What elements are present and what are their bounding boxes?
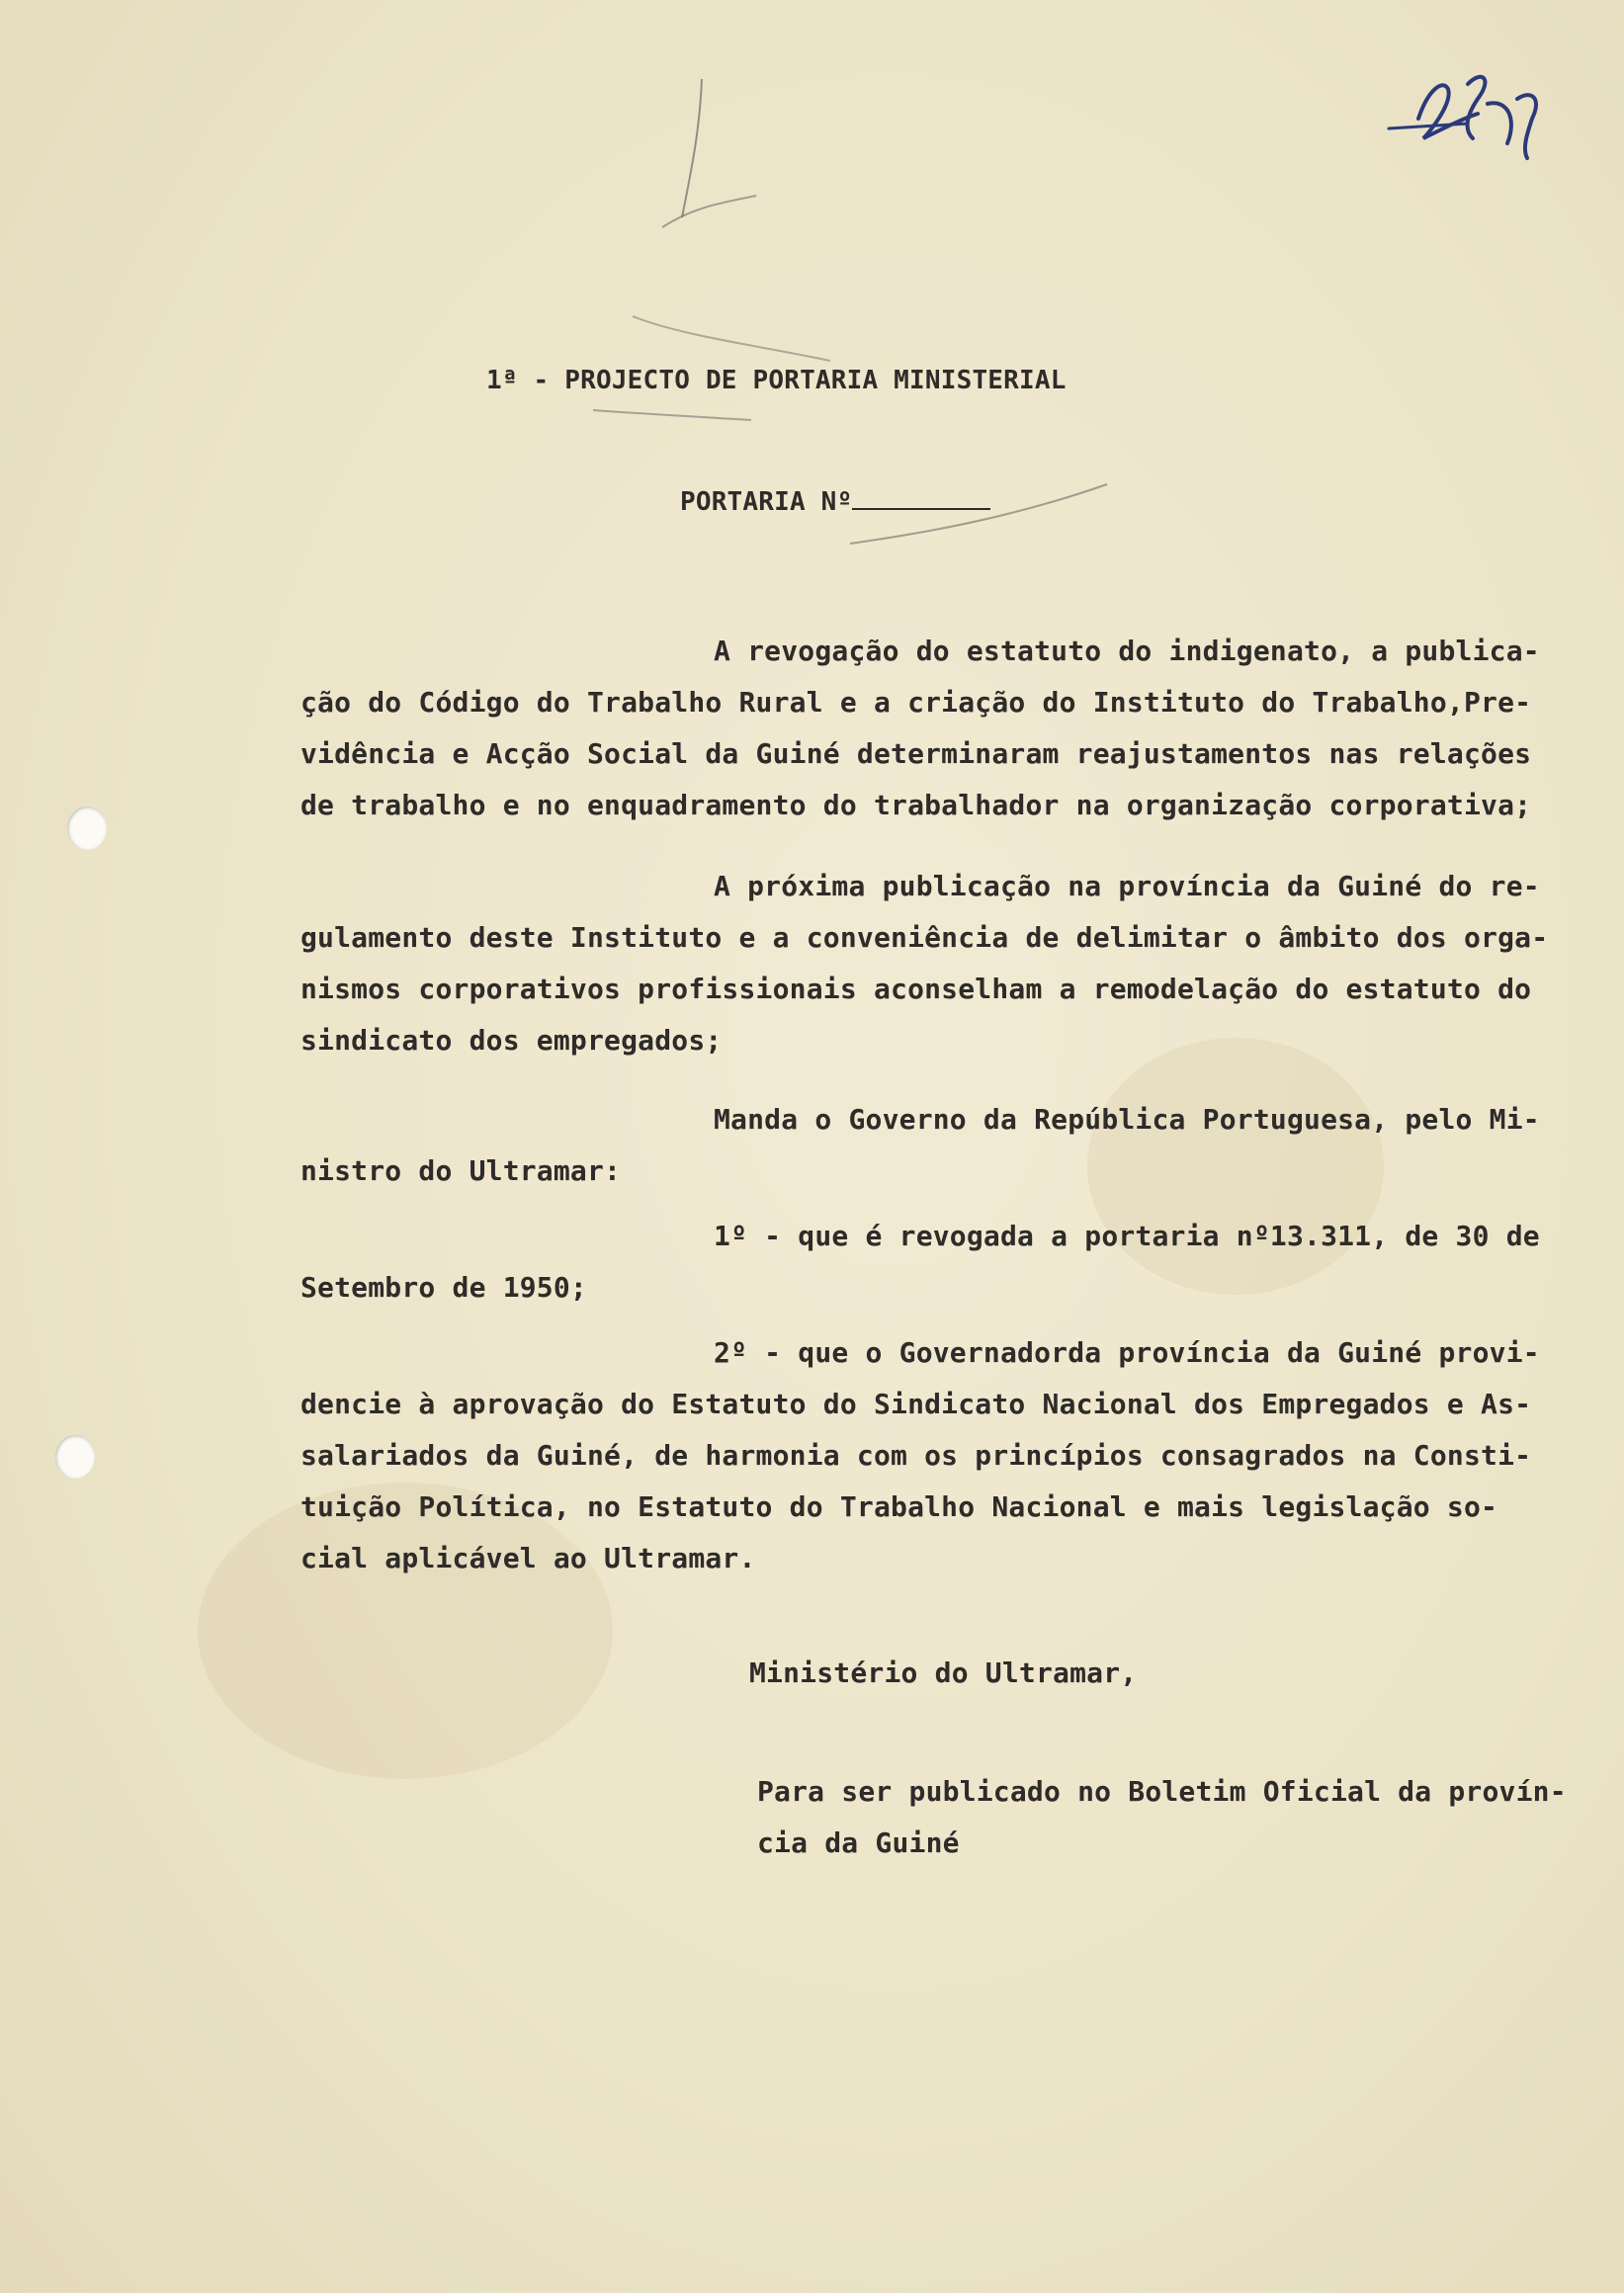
punch-hole-bottom	[55, 1435, 95, 1479]
document-heading: 1ª - PROJECTO DE PORTARIA MINISTERIAL	[486, 366, 1067, 395]
article-2-line: salariados da Guiné, de harmonia com os princípios consagrados na Consti-	[300, 1439, 1532, 1472]
article-2-line: tuição Política, no Estatuto do Trabalho Nacional e mais legislação so-	[300, 1490, 1498, 1523]
article-2-line: 2º - que o Governadorda província da Guiné provi-	[714, 1336, 1540, 1369]
article-1-line: Setembro de 1950;	[300, 1271, 587, 1304]
body-line: vidência e Acção Social da Guiné determinaram reajustamentos nas relações	[300, 737, 1532, 770]
body-line: A revogação do estatuto do indigenato, a publica-	[714, 635, 1540, 667]
body-line: nismos corporativos profissionais aconselham a remodelação do estatuto do	[300, 973, 1532, 1005]
punch-hole-top	[67, 807, 107, 850]
paper-stain	[1087, 1038, 1384, 1295]
article-2-line: cial aplicável ao Ultramar.	[300, 1542, 756, 1574]
handwritten-reference	[1369, 59, 1567, 178]
body-line: nistro do Ultramar:	[300, 1154, 622, 1187]
body-line: de trabalho e no enquadramento do trabalhador na organização corporativa;	[300, 789, 1532, 821]
article-1-line: 1º - que é revogada a portaria nº13.311, de 30 de	[714, 1220, 1540, 1252]
ministry-signature-line: Ministério do Ultramar,	[749, 1656, 1138, 1689]
publication-note-line: Para ser publicado no Boletim Oficial da provín-	[757, 1775, 1567, 1808]
portaria-label: PORTARIA Nº	[680, 487, 853, 517]
ink-scribble-icon	[1369, 59, 1567, 178]
portaria-number-line	[680, 482, 990, 519]
body-line: A próxima publicação na província da Guiné do re-	[714, 870, 1540, 902]
body-line: gulamento deste Instituto e a conveniência de delimitar o âmbito dos orga-	[300, 921, 1549, 954]
publication-note-line: cia da Guiné	[757, 1826, 960, 1859]
paper-stain	[198, 1483, 613, 1779]
body-line: sindicato dos empregados;	[300, 1024, 723, 1057]
article-2-line: dencie à aprovação do Estatuto do Sindicato Nacional dos Empregados e As-	[300, 1388, 1532, 1420]
body-line: Manda o Governo da República Portuguesa, pelo Mi-	[714, 1103, 1540, 1136]
body-line: ção do Código do Trabalho Rural e a criação do Instituto do Trabalho,Pre-	[300, 686, 1532, 719]
portaria-number-blank	[852, 482, 990, 510]
